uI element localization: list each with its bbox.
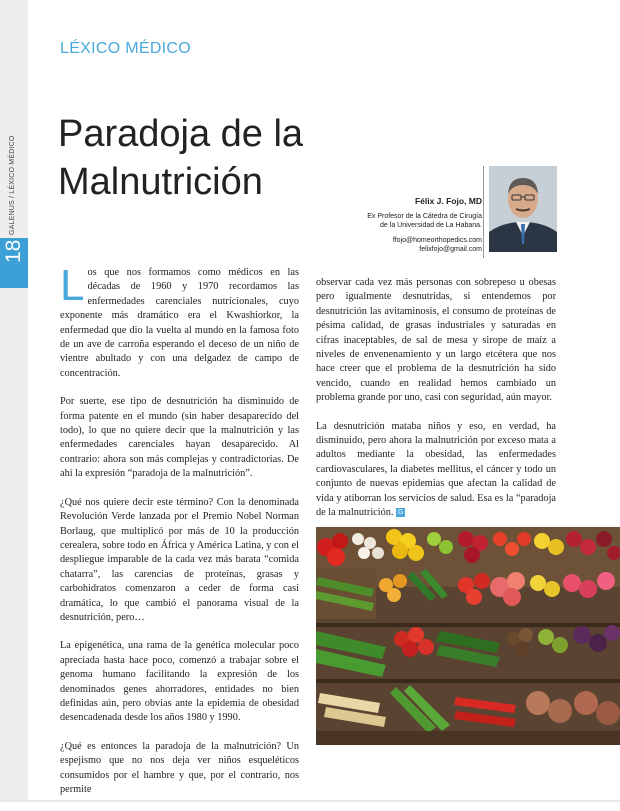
paragraph-1: Los que nos formamos como médicos en las décadas de 1960 y 1970 recordamos las enfermedades carenciales nutricionales, cuyo exponente más dramático era el Kwashiorkor, la enfermedad que dio la vuelta al mundo en la famosa foto de un ave de carroña esperando el deceso de un niño de vientre abultado y con una delgadez de campo de concentración. xyxy=(60,261,299,379)
article-column-2 xyxy=(316,276,556,535)
paragraph-3: ¿Qué nos quiere decir este término? Con la denominada Revolución Verde lanzada por el Premio Nobel Norman Borlaug, que multiplicó por más de 10 la producción cerealera, sobre todo en África y América Latina, y con el despliegue imparable de la cada vez más barata “comida chatarra”, las carencias de proteínas, grasas y carbohidratos comenzaron a ceder de forma casi dramática, lo que cambió el panorama visual de la desnutrición, pero… xyxy=(60,496,299,623)
author-role-line2: de la Universidad de La Habana. xyxy=(380,222,482,229)
drop-cap: L xyxy=(60,261,85,310)
author-photo xyxy=(489,166,557,252)
section-label: LÉXICO MÉDICO xyxy=(60,40,192,57)
paragraph-5: ¿Qué es entonces la paradoja de la malnutrición? Un espejismo que no nos deja ver niños esqueléticos consumidos por el hambre y que, por el contrario, nos permite xyxy=(60,740,299,795)
left-margin-band xyxy=(0,0,28,802)
author-email-1[interactable]: ffojo@homeorthopedics.com xyxy=(392,237,482,244)
article-title: Paradoja de la Malnutrición xyxy=(58,113,304,203)
article-column-1 xyxy=(60,261,299,811)
paragraph-7: La desnutrición mataba niños y eso, en verdad, ha disminuido, pero ahora la malnutrición por exceso mata a adultos mediante la obesidad, las enfermedades cardiovasculares, la diabetes mellitus, el cáncer y todo un conjunto de nuevas epidemias que afectan la calidad de vida y atiborran los servicios de salud. Esa es la “paradoja de la malnutrición. G xyxy=(316,420,556,519)
paragraph-6: observar cada vez más personas con sobrepeso u obesas pero igualmente desnutridas, si entendemos por desnutrición las avitaminosis, el consumo de proteínas de pésima calidad, de grasas industriales y saturadas en cifras inaceptables, de sal de mesa y sirope de maíz a niveles de envenenamiento y un largo etcétera que nos hace creer que el problema de la desnutrición ha sido vencido, cuando en realidad hemos cambiado un problema grande por uno, casi con seguridad, aún mayor. xyxy=(316,277,556,404)
produce-photo xyxy=(316,527,620,745)
author-name: Félix J. Fojo, MD xyxy=(414,196,482,206)
author-info xyxy=(242,196,482,254)
author-role-line1: Ex Profesor de la Cátedra de Cirugía xyxy=(367,213,482,220)
running-header-vertical: GALENUS / LÉXICO MÉDICO xyxy=(9,135,16,235)
page-number: 18 xyxy=(2,239,25,263)
paragraph-4: La epigenética, una rama de la genética molecular poco apreciada hasta hace poco, comenzó a trabajar sobre el genoma humano facilitando la expresión de los denominados genes ahorradores, entidades no bien definidas aún, pero obvias ante la epidemia de obesidad desencadenada desde los años 1980 y 1990. xyxy=(60,640,299,724)
author-divider xyxy=(483,166,484,258)
author-email-2[interactable]: felixfojo@gmail.com xyxy=(419,246,482,253)
paragraph-2: Por suerte, ese tipo de desnutrición ha disminuido de forma patente en el mundo (sin haber desaparecido del todo), lo que no quiere decir que la malnutrición y las enfermedades carenciales hayan desaparecido. Al contrario: ahora son más complejas y contradictorias. De ahí la expresión “paradoja de la malnutrición”. xyxy=(60,396,299,480)
end-of-article-icon: G xyxy=(397,509,404,517)
